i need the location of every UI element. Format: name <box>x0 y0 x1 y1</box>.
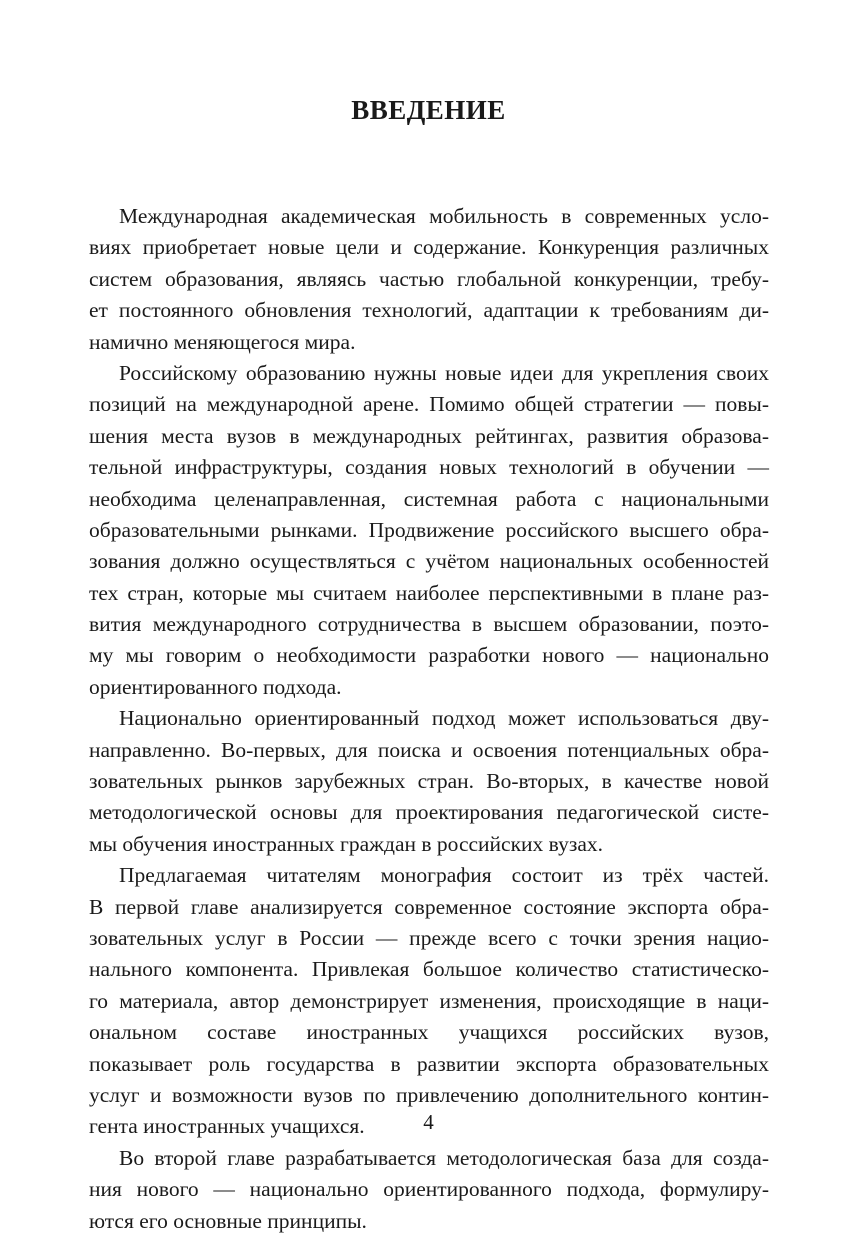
text-line: методологической основы для проектирования педагогической систе- <box>89 800 769 825</box>
text-line: нального компонента. Привлекая большое количество статистическо- <box>89 957 769 982</box>
body-text <box>89 201 769 1237</box>
text-line: тельной инфраструктуры, создания новых технологий в обучении — <box>89 455 769 480</box>
text-line: зовательных услуг в России — прежде всего с точки зрения нацио- <box>89 925 769 950</box>
text-line: ональном составе иностранных учащихся российских вузов, <box>89 1020 769 1045</box>
text-line: зования должно осуществляться с учётом национальных особенностей <box>89 549 769 574</box>
text-line: направленно. Во-первых, для поиска и освоения потенциальных обра- <box>89 737 769 762</box>
text-line: виях приобретает новые цели и содержание. Конкуренция различных <box>89 235 769 260</box>
text-line: тех стран, которые мы считаем наиболее перспективными в плане раз- <box>89 580 769 605</box>
text-line: ет постоянного обновления технологий, адаптации к требованиям ди- <box>89 298 769 323</box>
paragraph-5 <box>89 1143 769 1237</box>
text-line: гента иностранных учащихся. <box>89 1114 365 1139</box>
text-line: му мы говорим о необходимости разработки нового — национально <box>89 643 769 668</box>
text-line: необходима целенаправленная, системная работа с национальными <box>89 486 769 511</box>
text-line: вития международного сотрудничества в высшем образовании, поэто- <box>89 612 769 637</box>
text-line: Международная академическая мобильность в современных усло- <box>119 204 769 228</box>
paragraph-4 <box>89 860 769 1143</box>
text-line: зовательных рынков зарубежных стран. Во-вторых, в качестве новой <box>89 769 769 794</box>
paragraph-1 <box>89 201 769 358</box>
page-title: ВВЕДЕНИЕ <box>351 95 506 125</box>
text-line: шения места вузов в международных рейтингах, развития образова- <box>89 423 769 448</box>
text-line: ются его основные принципы. <box>89 1208 367 1233</box>
text-line: образовательными рынками. Продвижение российского высшего обра- <box>89 517 769 542</box>
text-line: Предлагаемая читателям монография состоит из трёх частей. <box>119 863 769 888</box>
text-line: мы обучения иностранных граждан в российских вузах. <box>89 831 603 856</box>
text-line: систем образования, являясь частью глобальной конкуренции, требу- <box>89 266 769 291</box>
text-line: показывает роль государства в развитии экспорта образовательных <box>89 1051 769 1076</box>
text-line: ориентированного подхода. <box>89 674 342 699</box>
page-number: 4 <box>423 1110 434 1134</box>
text-line: Национально ориентированный подход может использоваться дву- <box>119 706 769 731</box>
text-line: Во второй главе разрабатывается методологическая база для созда- <box>119 1145 769 1170</box>
text-line: намично меняющегося мира. <box>89 329 356 354</box>
paragraph-2 <box>89 358 769 703</box>
paragraph-3 <box>89 703 769 860</box>
text-line: го материала, автор демонстрирует изменения, происходящие в наци- <box>89 988 769 1013</box>
text-line: позиций на международной арене. Помимо общей стратегии — повы- <box>89 392 769 417</box>
text-line: В первой главе анализируется современное состояние экспорта обра- <box>89 894 769 919</box>
text-line: ния нового — национально ориентированного подхода, формулиру- <box>89 1177 769 1202</box>
text-line: Российскому образованию нужны новые идеи для укрепления своих <box>119 360 769 385</box>
text-line: услуг и возможности вузов по привлечению дополнительного контин- <box>89 1082 769 1107</box>
